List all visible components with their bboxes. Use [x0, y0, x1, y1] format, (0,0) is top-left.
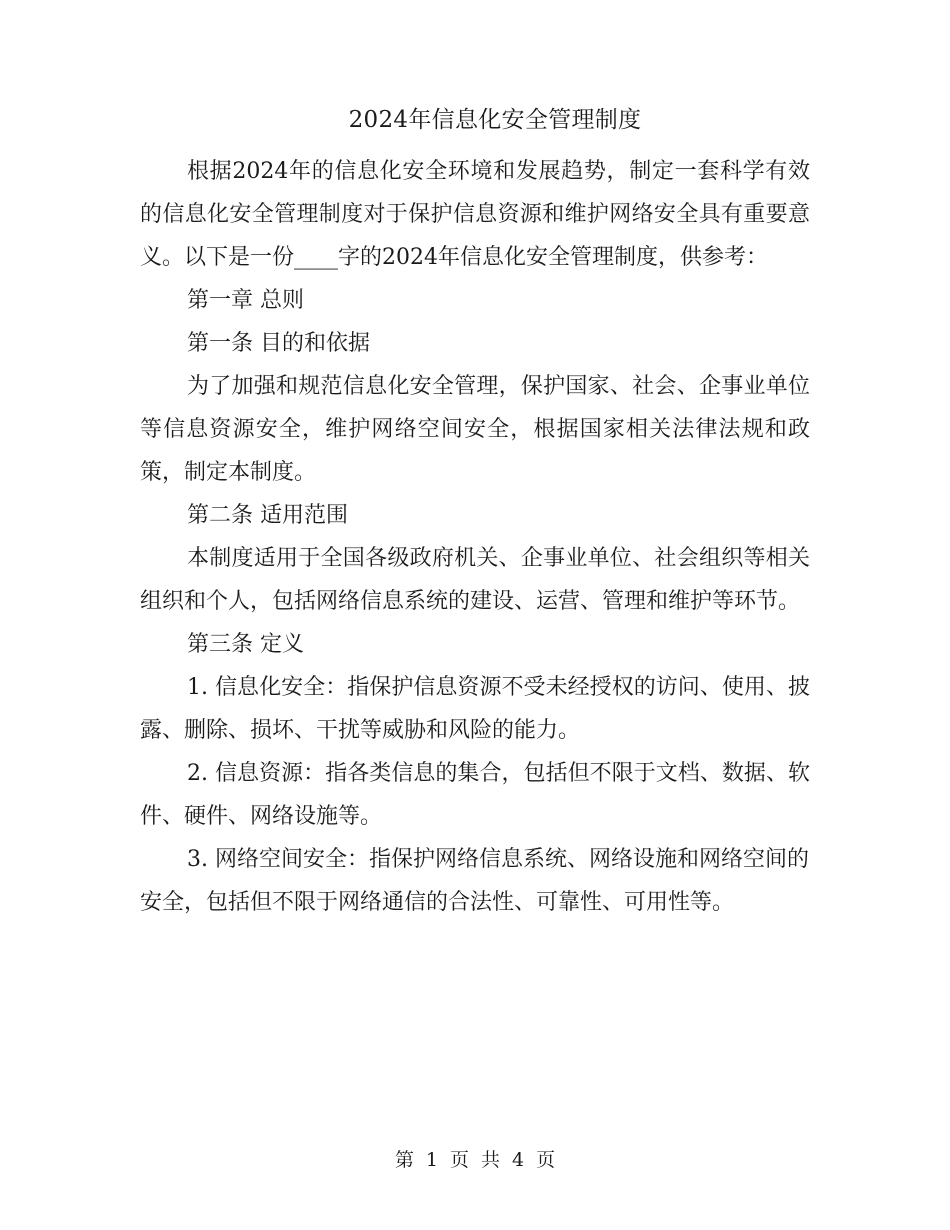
document-title: 2024年信息化安全管理制度 [348, 107, 642, 133]
definition-item: 2. 信息资源：指各类信息的集合，包括但不限于文档、数据、软件、硬件、网络设施等。 [140, 761, 810, 829]
chapter-heading: 第一章 总则 [187, 288, 304, 313]
document-body [140, 150, 810, 924]
intro-paragraph: 根据2024年的信息化安全环境和发展趋势，制定一套科学有效的信息化安全管理制度对于保护信息资源和维护网络安全具有重要意义。以下是一份____字的2024年信息化安全管理制度，供参考： [140, 159, 810, 270]
article-heading: 第三条 定义 [187, 632, 304, 657]
article-heading: 第一条 目的和依据 [187, 331, 370, 356]
definition-item: 1. 信息化安全：指保护信息资源不受未经授权的访问、使用、披露、删除、损坏、干扰等威胁和风险的能力。 [140, 675, 810, 743]
article-heading: 第二条 适用范围 [187, 503, 348, 528]
definition-item: 3. 网络空间安全：指保护网络信息系统、网络设施和网络空间的安全，包括但不限于网络通信的合法性、可靠性、可用性等。 [140, 847, 809, 915]
page-footer: 第 1 页 共 4 页 [394, 1149, 556, 1171]
article-paragraph: 本制度适用于全国各级政府机关、企事业单位、社会组织等相关组织和个人，包括网络信息系统的建设、运营、管理和维护等环节。 [140, 546, 810, 614]
article-paragraph: 为了加强和规范信息化安全管理，保护国家、社会、企事业单位等信息资源安全，维护网络空间安全，根据国家相关法律法规和政策，制定本制度。 [140, 374, 810, 485]
